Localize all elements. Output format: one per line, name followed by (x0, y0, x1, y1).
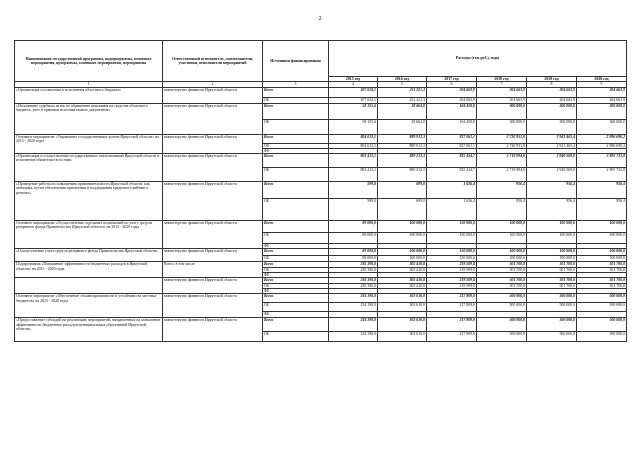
program-name-cell: «Предоставление субсидий на реализацию мероприятий, направленных на повышение эффективности бюджетных расходов муниципальных образований Иркутской области» (15, 318, 163, 342)
column-number: 7 (477, 82, 527, 88)
amount-cell: 234 190,0 (329, 294, 378, 303)
amount-cell: 100 000,0 (577, 233, 627, 244)
amount-cell: 204 663,9 (427, 98, 477, 103)
amount-cell: 219 509,0 (427, 267, 477, 272)
header-year: 2019 год (527, 77, 577, 82)
executor-cell: министерство финансов Иркутской области (163, 221, 263, 249)
amount-cell: 2 720 951,0 (477, 143, 527, 148)
executor-cell: министерство финансов Иркутской области (163, 249, 263, 262)
amount-cell: 100 000,0 (477, 221, 527, 233)
funding-source-cell: ОБ (263, 119, 329, 134)
executor-cell: министерство финансов Иркутской области (163, 134, 263, 154)
funding-source-cell: Всего (263, 182, 329, 199)
amount-cell: 300 000,0 (477, 119, 527, 134)
amount-cell: 2 896 690,2 (577, 143, 627, 148)
executor-cell: министерство финансов Иркутской области (163, 294, 263, 318)
amount-cell: 300 000,0 (527, 119, 577, 134)
funding-source-cell: ОБ (263, 332, 329, 342)
amount-cell: 300 000,0 (477, 103, 527, 119)
program-name-cell: Основное мероприятие «Управление государственным долгом Иркутской области» на 2015 - 2020 годы (15, 134, 163, 154)
funding-source-cell: Всего (263, 262, 329, 267)
table-row (15, 88, 627, 98)
amount-cell: 89 000,0 (329, 221, 378, 233)
amount-cell: 803 413,1 (329, 168, 378, 182)
amount-cell: 100 000,0 (378, 249, 427, 256)
amount-cell: 699,0 (378, 182, 427, 199)
amount-cell: 204 663,9 (527, 88, 577, 98)
amount-cell: 827 061,1 (427, 143, 477, 148)
amount-cell: 501 700,0 (577, 278, 627, 283)
executor-cell: министерство финансов Иркутской области (163, 88, 263, 103)
amount-cell: 2 941 465,4 (527, 143, 577, 148)
amount-cell: 236 190,0 (329, 283, 378, 288)
program-name-cell (15, 278, 163, 294)
amount-cell: 889 213,3 (378, 154, 427, 168)
amount-cell: 236 190,0 (329, 262, 378, 267)
amount-cell: 956,4 (527, 182, 577, 199)
funding-source-cell: ОБ (263, 233, 329, 244)
funding-source-cell: ОБ (263, 283, 329, 288)
funding-source-cell: ОБ (263, 143, 329, 148)
table-body (15, 88, 627, 342)
amount-cell: 827 061,1 (427, 134, 477, 143)
amount-cell: 2 720 951,0 (477, 134, 527, 143)
table-row (15, 249, 627, 256)
amount-cell: 500 000,0 (527, 294, 577, 303)
amount-cell: 305 410,0 (378, 283, 427, 288)
amount-cell: 219 509,0 (427, 262, 477, 267)
amount-cell: 100 000,0 (527, 249, 577, 256)
amount-cell: 803 413,1 (329, 154, 378, 168)
amount-cell: 2 719 994,6 (477, 154, 527, 168)
amount-cell: 501 700,0 (477, 267, 527, 272)
amount-cell: 305 410,0 (378, 278, 427, 283)
amount-cell: 89 000,0 (329, 249, 378, 256)
amount-cell: 500 000,0 (577, 318, 627, 332)
amount-cell: 217 809,0 (427, 294, 477, 303)
amount-cell: 100 000,0 (378, 233, 427, 244)
table-row (15, 318, 627, 332)
amount-cell: 500 000,0 (477, 294, 527, 303)
amount-cell: 501 700,0 (477, 278, 527, 283)
program-name-cell: «Организация и осуществление государственных заимствований Иркутской области и исполнение обязательств по ним» (15, 154, 163, 182)
header-executor: Ответственный исполнитель, соисполнители, участники, исполнители мероприятий (163, 41, 263, 82)
header-year: 2016 год (378, 77, 427, 82)
funding-source-cell: ОБ (263, 98, 329, 103)
amount-cell: 217 809,0 (427, 303, 477, 312)
amount-cell: 2 895 733,8 (577, 168, 627, 182)
amount-cell: 2 941 465,4 (527, 134, 577, 143)
amount-cell: 889 213,3 (378, 168, 427, 182)
amount-cell: 825 434,7 (427, 168, 477, 182)
table-row (15, 134, 627, 143)
column-number: 2 (163, 82, 263, 88)
executor-cell: министерство финансов Иркутской области (163, 278, 263, 294)
amount-cell: 150 000,0 (427, 221, 477, 233)
funding-source-cell: Всего (263, 318, 329, 332)
header-expenses-group: Расходы (тыс.руб.), годы (329, 41, 627, 77)
program-name-cell: «Исполнение судебных актов по обращению взыскания на средства областного бюджета, учет и хранение исполнительных документов» (15, 103, 163, 134)
amount-cell: 89 000,0 (329, 233, 378, 244)
amount-cell: 500 000,0 (477, 318, 527, 332)
header-year: 2020 год (577, 77, 627, 82)
amount-cell: 303 610,0 (378, 294, 427, 303)
amount-cell: 500 000,0 (527, 303, 577, 312)
amount-cell: 500 000,0 (527, 332, 577, 342)
funding-source-cell: Всего (263, 88, 329, 98)
column-number: 4 (329, 82, 378, 88)
executor-cell: министерство финансов Иркутской области (163, 182, 263, 221)
amount-cell: 217 809,0 (427, 318, 477, 332)
amount-cell: 305 410,0 (378, 262, 427, 267)
funding-source-cell: Всего (263, 294, 329, 303)
amount-cell: 500 000,0 (527, 318, 577, 332)
header-year: 2017 год (427, 77, 477, 82)
table-row (15, 294, 627, 303)
budget-table (14, 40, 627, 342)
header-year: 2018 год (477, 77, 527, 82)
amount-cell: 204 663,9 (577, 88, 627, 98)
amount-cell: 58 155,6 (329, 119, 378, 134)
amount-cell: 956,4 (477, 182, 527, 199)
amount-cell: 204 663,9 (477, 88, 527, 98)
amount-cell: 804 012,1 (329, 143, 378, 148)
funding-source-cell: ФБ (263, 312, 329, 318)
amount-cell: 219 509,0 (427, 283, 477, 288)
amount-cell: 501 700,0 (527, 267, 577, 272)
amount-cell: 164 450,0 (427, 119, 477, 134)
amount-cell: 804 012,1 (329, 134, 378, 143)
column-number: 5 (378, 82, 427, 88)
program-name-cell: Подпрограмма «Повышение эффективности бюджетных расходов в Иркутской области» на 2015 - 2020 годы (15, 262, 163, 278)
amount-cell: 28 664,0 (378, 103, 427, 119)
table-row (15, 103, 627, 119)
amount-cell: 956,4 (477, 199, 527, 221)
amount-cell: 825 434,7 (427, 154, 477, 168)
program-name-cell: Основное мероприятие «Осуществление отдельных полномочий по учету средств резервного фонда Правительства Иркутской области» на 2015 - 2020 годы (15, 221, 163, 249)
funding-source-cell: ОБ (263, 168, 329, 182)
amount-cell: 956,4 (577, 199, 627, 221)
amount-cell: 100 000,0 (527, 233, 577, 244)
amount-cell: 164 450,0 (427, 103, 477, 119)
amount-cell: 2 896 690,2 (577, 134, 627, 143)
column-number: 8 (527, 82, 577, 88)
funding-source-cell: Всего (263, 134, 329, 143)
amount-cell: 889 912,3 (378, 143, 427, 148)
amount-cell: 500 000,0 (577, 294, 627, 303)
amount-cell: 236 190,0 (329, 267, 378, 272)
amount-cell: 204 663,9 (477, 98, 527, 103)
amount-cell: 100 000,0 (477, 233, 527, 244)
amount-cell: 100 000,0 (577, 256, 627, 262)
table-row (15, 182, 627, 199)
executor-cell: министерство финансов Иркутской области (163, 318, 263, 342)
amount-cell: 204 663,9 (577, 98, 627, 103)
column-number: 1 (15, 82, 163, 88)
amount-cell: 150 000,0 (427, 233, 477, 244)
amount-cell: 501 700,0 (577, 267, 627, 272)
funding-source-cell: ОБ (263, 199, 329, 221)
executor-cell: Всего, в том числе (163, 262, 263, 278)
amount-cell: 303 610,0 (378, 303, 427, 312)
funding-source-cell: ОБ (263, 267, 329, 272)
amount-cell: 234 190,0 (329, 303, 378, 312)
funding-source-cell: Всего (263, 278, 329, 283)
funding-source-cell: ФБ (263, 148, 329, 153)
amount-cell: 219 509,0 (427, 278, 477, 283)
amount-cell: 1 626,4 (427, 182, 477, 199)
amount-cell: 501 700,0 (577, 262, 627, 267)
amount-cell: 501 700,0 (477, 283, 527, 288)
amount-cell: 300 000,0 (527, 103, 577, 119)
amount-cell: 599,0 (329, 182, 378, 199)
amount-cell: 217 809,0 (427, 332, 477, 342)
amount-cell: 889 912,3 (378, 134, 427, 143)
amount-cell: 2 895 733,8 (577, 154, 627, 168)
amount-cell: 2 940 509,0 (527, 154, 577, 168)
amount-cell: 150 000,0 (427, 256, 477, 262)
amount-cell: 2 719 994,6 (477, 168, 527, 182)
amount-cell: 204 663,9 (427, 88, 477, 98)
amount-cell: 300 000,0 (577, 103, 627, 119)
table-row (15, 154, 627, 168)
amount-cell: 501 700,0 (527, 262, 577, 267)
amount-cell: 501 700,0 (527, 283, 577, 288)
amount-cell: 500 000,0 (477, 332, 527, 342)
amount-cell: 100 000,0 (477, 256, 527, 262)
header-program-name: Наименование государственной программы, подпрограммы, основного мероприятия, программы, основного мероприятия, мероприятия (15, 41, 163, 82)
funding-source-cell: ФБ (263, 273, 329, 278)
amount-cell: 599,0 (329, 199, 378, 221)
funding-source-cell: Всего (263, 249, 329, 256)
amount-cell: 100 000,0 (577, 249, 627, 256)
amount-cell: 211 221,3 (378, 88, 427, 98)
amount-cell: 207 024,1 (329, 98, 378, 103)
funding-source-cell: ОБ (263, 256, 329, 262)
program-name-cell: «Организация составления и исполнения областного бюджета» (15, 88, 163, 103)
amount-cell: 303 610,0 (378, 318, 427, 332)
amount-cell: 28 664,0 (378, 119, 427, 134)
column-number: 9 (577, 82, 627, 88)
amount-cell: 236 190,0 (329, 278, 378, 283)
amount-cell: 1 626,4 (427, 199, 477, 221)
amount-cell: 89 000,0 (329, 256, 378, 262)
amount-cell: 100 000,0 (378, 256, 427, 262)
amount-cell: 956,4 (527, 199, 577, 221)
amount-cell: 956,4 (577, 182, 627, 199)
amount-cell: 207 024,1 (329, 88, 378, 98)
amount-cell: 100 000,0 (527, 221, 577, 233)
executor-cell: министерство финансов Иркутской области (163, 103, 263, 134)
funding-source-cell: Всего (263, 221, 329, 233)
amount-cell: 300 000,0 (577, 119, 627, 134)
table-row (15, 221, 627, 233)
amount-cell: 501 700,0 (477, 262, 527, 267)
header-funding-source: Источники финансирования (263, 41, 329, 82)
amount-cell: 211 221,3 (378, 98, 427, 103)
amount-cell: 204 663,9 (527, 98, 577, 103)
column-number: 3 (263, 82, 329, 88)
program-name-cell: «Осуществление учета средств резервного фонда Правительства Иркутской области» (15, 249, 163, 262)
funding-source-cell: Всего (263, 103, 329, 119)
program-name-cell: Основное мероприятие «Обеспечение сбалансированности и устойчивости местных бюджетов» на 2015 - 2020 годы (15, 294, 163, 318)
amount-cell: 100 000,0 (477, 249, 527, 256)
amount-cell: 58 155,6 (329, 103, 378, 119)
program-name-cell: «Проведение работы по повышению привлекательности Иркутской области, как заемщика, путем обеспечения присвоения и поддержания кредитного рейтинга региона» (15, 182, 163, 221)
amount-cell: 100 000,0 (378, 221, 427, 233)
amount-cell: 303 610,0 (378, 332, 427, 342)
funding-source-cell: ФБ (263, 244, 329, 249)
page-number: 2 (318, 16, 322, 22)
amount-cell: 501 700,0 (577, 283, 627, 288)
amount-cell: 100 000,0 (577, 221, 627, 233)
amount-cell: 501 700,0 (527, 278, 577, 283)
amount-cell: 500 000,0 (577, 332, 627, 342)
executor-cell: министерство финансов Иркутской области (163, 154, 263, 182)
amount-cell: 234 190,0 (329, 318, 378, 332)
funding-source-cell: Всего (263, 154, 329, 168)
amount-cell: 234 190,0 (329, 332, 378, 342)
funding-source-cell: ОБ (263, 303, 329, 312)
amount-cell: 500 000,0 (577, 303, 627, 312)
column-number: 6 (427, 82, 477, 88)
header-year: 2015 год (329, 77, 378, 82)
amount-cell: 699,0 (378, 199, 427, 221)
amount-cell: 100 000,0 (527, 256, 577, 262)
amount-cell: 150 000,0 (427, 249, 477, 256)
amount-cell: 500 000,0 (477, 303, 527, 312)
amount-cell: 2 940 509,0 (527, 168, 577, 182)
amount-cell: 305 410,0 (378, 267, 427, 272)
funding-source-cell: ФБ (263, 288, 329, 293)
